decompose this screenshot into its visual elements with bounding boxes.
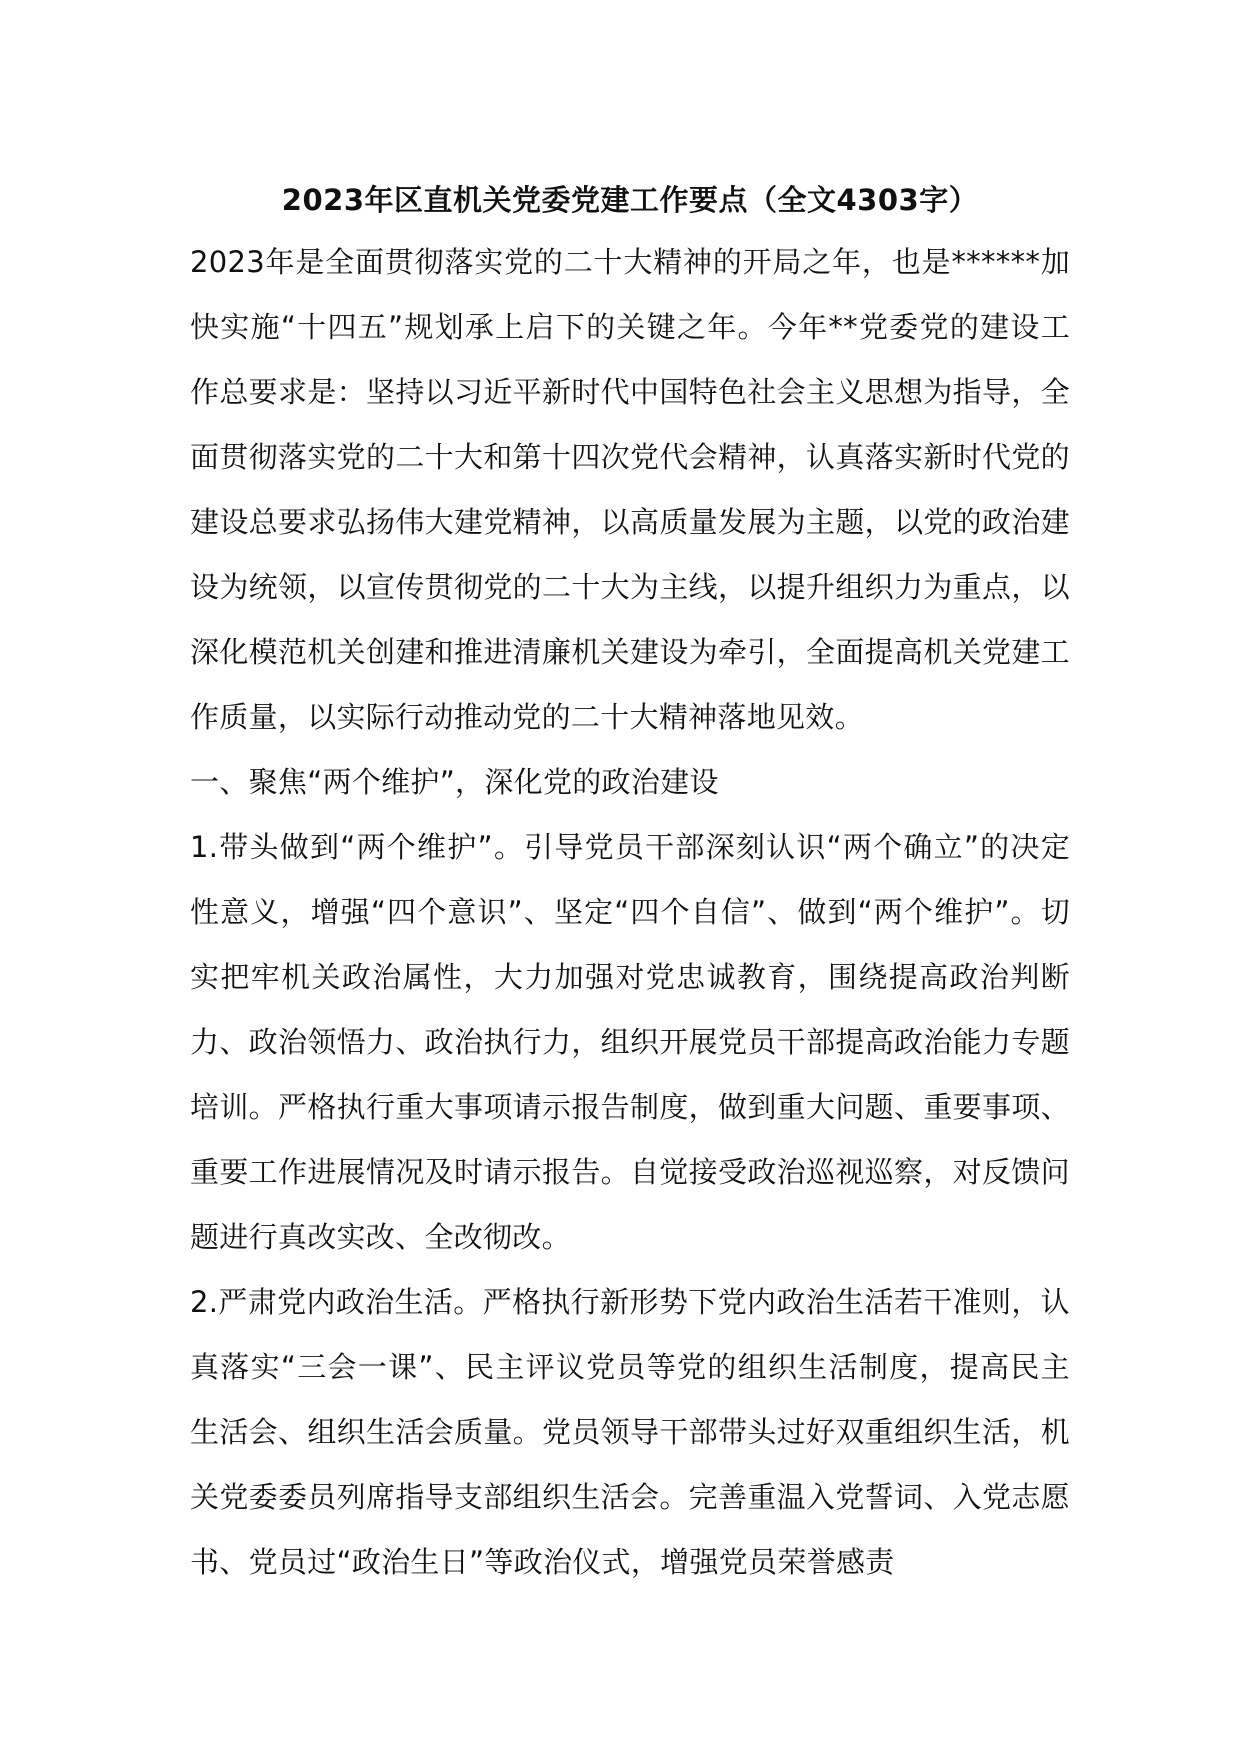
intro-paragraph: 2023年是全面贯彻落实党的二十大精神的开局之年，也是******加快实施“十四五”规划承上启下的关键之年。今年**党委党的建设工作总要求是：坚持以习近平新时代中国特色社会主义思想为指导，全面贯彻落实党的二十大和第十四次党代会精神，认真落实新时代党的建设总要求弘扬伟大建党精神，以高质量发展为主题，以党的政治建设为统领，以宣传贯彻党的二十大为主线，以提升组织力为重点，以深化模范机关创建和推进清廉机关建设为牵引，全面提高机关党建工作质量，以实际行动推动党的二十大精神落地见效。 xyxy=(190,245,1070,734)
item-paragraph-2: 2.严肃党内政治生活。严格执行新形势下党内政治生活若干准则，认真落实“三会一课”、民主评议党员等党的组织生活制度，提高民主生活会、组织生活会质量。党员领导干部带头过好双重组织生活，机关党委委员列席指导支部组织生活会。完善重温入党誓词、入党志愿书、党员过“政治生日”等政治仪式，增强党员荣誉感责 xyxy=(190,1285,1070,1579)
document-title: 2023年区直机关党委党建工作要点（全文4303字） xyxy=(281,183,979,217)
item-paragraph-1: 1.带头做到“两个维护”。引导党员干部深刻认识“两个确立”的决定性意义，增强“四个意识”、坚定“四个自信”、做到“两个维护”。切实把牢机关政治属性，大力加强对党忠诚教育，围绕提高政治判断力、政治领悟力、政治执行力，组织开展党员干部提高政治能力专题培训。严格执行重大事项请示报告制度，做到重大问题、重要事项、重要工作进展情况及时请示报告。自觉接受政治巡视巡察，对反馈问题进行真改实改、全改彻改。 xyxy=(190,830,1070,1254)
document-body xyxy=(190,230,1070,1595)
document-page xyxy=(190,182,1070,1595)
section-heading-1: 一、聚焦“两个维护”，深化党的政治建设 xyxy=(190,765,719,799)
